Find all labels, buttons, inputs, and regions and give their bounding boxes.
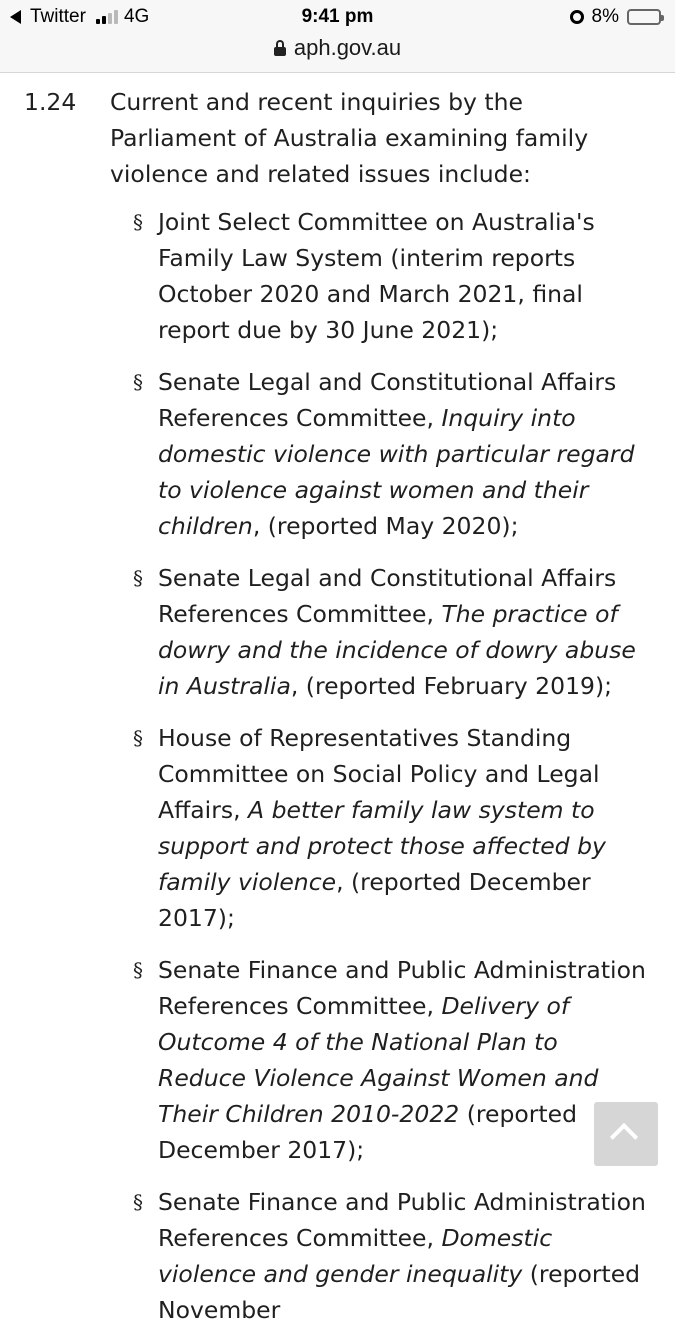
committee-name: Senate Finance and Public Administration References Committee, [158, 1188, 646, 1252]
clock: 9:41 pm [301, 6, 374, 27]
inquiry-title: A better family law system to support and protect those affected by family violence [158, 796, 606, 896]
committee-name: Senate Legal and Constitutional Affairs References Committee, [158, 564, 617, 628]
status-right [570, 6, 661, 28]
list-item [0, 952, 675, 1168]
paragraph [0, 84, 675, 192]
network-type: 4G [123, 6, 150, 27]
inquiry-title: Inquiry into domestic violence with particular regard to violence against women and their children [158, 404, 635, 540]
battery-icon [627, 9, 661, 25]
inquiry-text [158, 1184, 653, 1328]
committee-name: Senate Legal and Constitutional Affairs References Committee, [158, 368, 617, 432]
inquiry-title: Delivery of Outcome 4 of the National Plan to Reduce Violence Against Women and Their Children 2010-2022 [158, 992, 599, 1128]
inquiry-title: Domestic violence and gender inequality [158, 1224, 553, 1288]
section-bullet-icon: § [133, 1190, 143, 1214]
inquiry-text [158, 204, 653, 348]
list-item [0, 364, 675, 544]
status-bar [0, 0, 675, 34]
report-status: (reported December 2017); [158, 1100, 578, 1164]
url-domain[interactable]: aph.gov.au [293, 35, 402, 60]
chevron-up-icon [610, 1123, 638, 1151]
list-item [0, 720, 675, 936]
back-app-label: Twitter [30, 6, 86, 27]
paragraph-intro: Current and recent inquiries by the Parliament of Australia examining family violence and related issues include: [110, 88, 589, 188]
report-status: , (reported February 2019); [290, 672, 613, 700]
inquiry-text [158, 560, 653, 704]
section-bullet-icon: § [133, 370, 143, 394]
address-bar[interactable] [0, 32, 675, 64]
scroll-to-top-button[interactable] [594, 1102, 658, 1166]
browser-chrome [0, 0, 675, 73]
list-item [0, 204, 675, 348]
inquiry-text [158, 364, 653, 544]
inquiry-list [0, 204, 675, 1328]
paragraph-number: 1.24 [24, 88, 77, 116]
list-item [0, 1184, 675, 1328]
committee-name: Senate Finance and Public Administration References Committee, [158, 956, 646, 1020]
lock-icon [274, 40, 286, 56]
committee-name: House of Representatives Standing Committee on Social Policy and Legal Affairs, [158, 724, 600, 824]
section-bullet-icon: § [133, 210, 143, 234]
section-bullet-icon: § [133, 958, 143, 982]
section-bullet-icon: § [133, 566, 143, 590]
report-status: , (reported December 2017); [158, 868, 591, 932]
inquiry-text [158, 720, 653, 936]
list-item [0, 560, 675, 704]
battery-percentage: 8% [591, 6, 619, 27]
report-status: , (reported May 2020); [252, 512, 519, 540]
committee-name: Joint Select Committee on Australia's Family Law System (interim reports October 2020 and March 2021, final report due by 30 June 2021); [158, 208, 595, 344]
inquiry-title: The practice of dowry and the incidence of dowry abuse in Australia [158, 600, 636, 700]
document-content [0, 72, 675, 1344]
section-bullet-icon: § [133, 726, 143, 750]
report-status: (reported November [158, 1260, 641, 1324]
inquiry-text [158, 952, 653, 1168]
alarm-icon [570, 10, 584, 24]
